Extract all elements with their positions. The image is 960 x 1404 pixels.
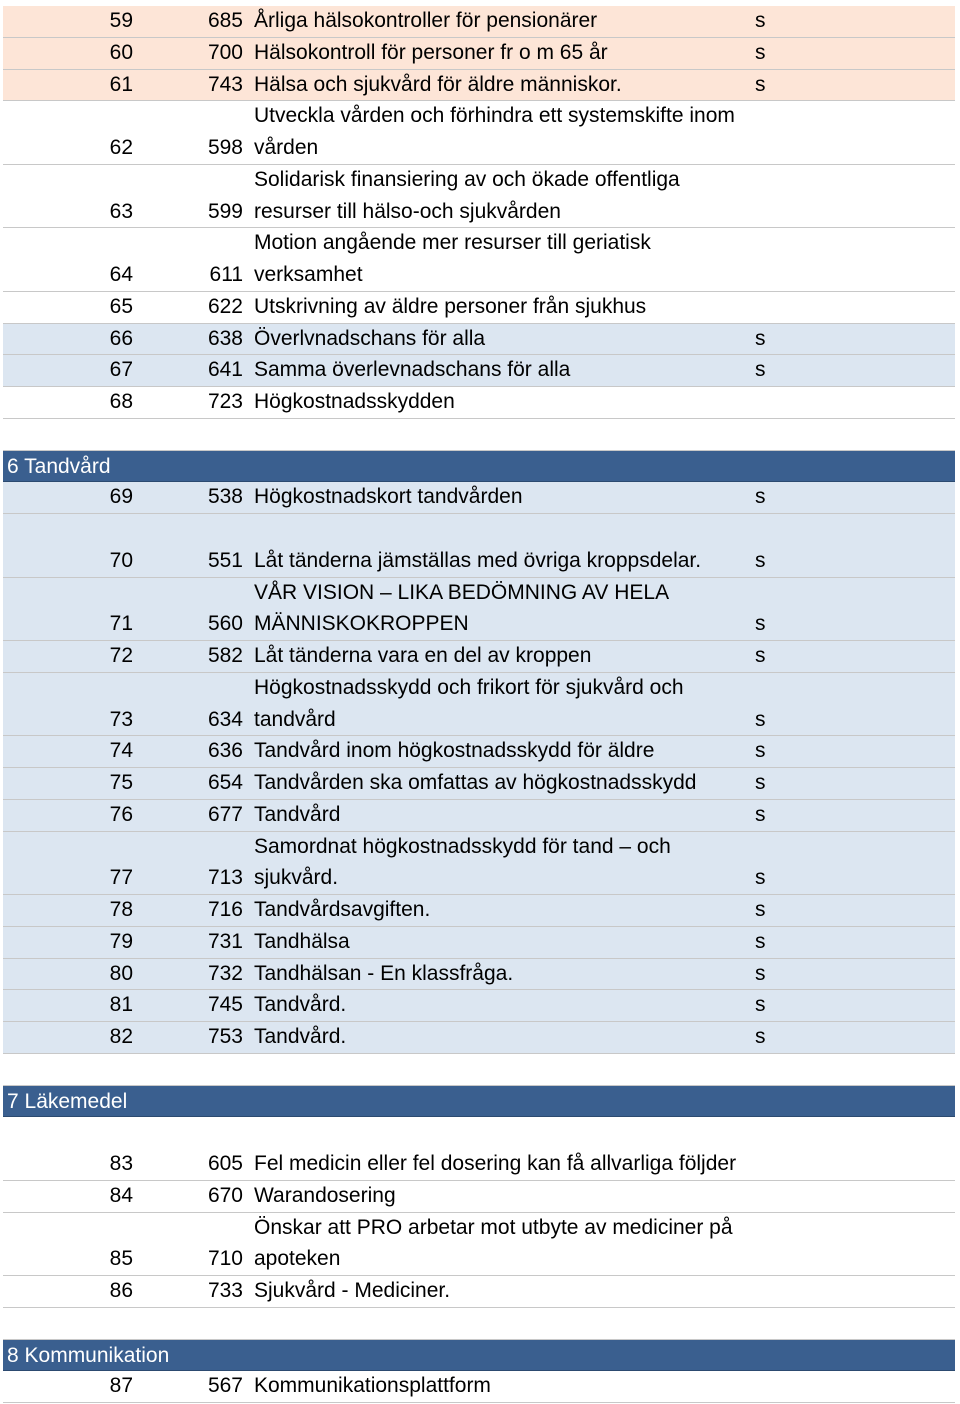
row-number: 59	[109, 9, 133, 32]
motion-title: Samma överlevnadschans för alla	[254, 358, 571, 382]
motion-title: Kommunikationsplattform	[254, 1374, 491, 1398]
motion-title: VÅR VISION – LIKA BEDÖMNING AV HELA MÄNNISKOKROPPEN	[254, 580, 668, 636]
motion-id: 582	[207, 644, 243, 667]
status-mark: s	[755, 993, 766, 1017]
table-row[interactable]	[3, 355, 955, 387]
table-row[interactable]	[3, 482, 955, 514]
table-row[interactable]	[3, 736, 955, 768]
row-number: 67	[109, 358, 133, 382]
motion-title: Tandhälsa	[254, 929, 350, 953]
row-number: 61	[109, 72, 133, 96]
row-number: 79	[109, 929, 133, 953]
motion-id: 713	[207, 866, 243, 890]
motion-title: Utveckla vården och förhindra ett systemskifte inom vården	[254, 104, 735, 159]
rows-group-top	[3, 6, 955, 419]
table-row[interactable]	[3, 800, 955, 832]
status-mark: s	[755, 612, 766, 636]
motion-id: 670	[207, 1183, 243, 1207]
table-row[interactable]	[3, 895, 955, 927]
motion-title: Överlvnadschans för alla	[254, 326, 486, 350]
section-header-kommunikation[interactable]: 8 Kommunikation	[3, 1340, 955, 1372]
motion-id: 753	[207, 1025, 243, 1048]
row-number: 81	[109, 993, 133, 1017]
row-number: 86	[109, 1279, 133, 1302]
table-row[interactable]	[3, 1022, 955, 1054]
motion-id: 641	[207, 358, 243, 382]
motion-title: Högkostnadskort tandvården	[254, 485, 523, 509]
table-row[interactable]	[3, 1371, 955, 1403]
motion-title: Sjukvård - Mediciner.	[254, 1279, 451, 1302]
motion-id: 743	[207, 72, 243, 96]
table-row[interactable]	[3, 1213, 955, 1277]
motion-id: 677	[207, 802, 243, 826]
row-number: 75	[109, 771, 133, 794]
row-number: 70	[109, 548, 133, 572]
motion-title: Tandvård	[254, 802, 341, 826]
table-row[interactable]	[3, 927, 955, 959]
status-mark: s	[755, 326, 766, 350]
row-number: 68	[109, 390, 133, 413]
motion-id: 599	[207, 199, 243, 223]
status-mark: s	[755, 1025, 766, 1048]
status-mark: s	[755, 898, 766, 921]
table-row[interactable]	[3, 6, 955, 38]
table-row[interactable]	[3, 228, 955, 292]
motion-id: 685	[207, 9, 243, 32]
table-row[interactable]	[3, 165, 955, 229]
motion-id: 605	[207, 1152, 243, 1175]
table-row[interactable]	[3, 959, 955, 991]
motion-title: Fel medicin eller fel dosering kan få allvarliga följder	[254, 1152, 737, 1175]
row-number: 76	[109, 802, 133, 826]
motion-title: Solidarisk finansiering av och ökade offentliga resurser till hälso-och sjukvården	[254, 167, 680, 223]
table-row[interactable]	[3, 832, 955, 896]
motion-id: 733	[207, 1279, 243, 1302]
motion-title: Låt tänderna vara en del av kroppen	[254, 644, 592, 667]
motion-title: Utskrivning av äldre personer från sjukhus	[254, 294, 647, 318]
row-number: 82	[109, 1025, 133, 1048]
rows-group-kommunikation	[3, 1371, 955, 1403]
motion-title: Samordnat högkostnadsskydd för tand – och sjukvård.	[254, 834, 671, 890]
row-number: 77	[109, 866, 133, 890]
status-mark: s	[755, 866, 766, 890]
table-row[interactable]	[3, 673, 955, 737]
motion-id: 622	[207, 294, 243, 318]
table-row[interactable]	[3, 768, 955, 800]
motion-title: Önskar att PRO arbetar mot utbyte av mediciner på apoteken	[254, 1215, 733, 1271]
motion-id: 634	[207, 707, 243, 731]
table-row[interactable]	[3, 578, 955, 642]
motion-title: Årliga hälsokontroller för pensionärer	[254, 9, 598, 32]
rows-group-tandvard	[3, 482, 955, 1054]
table-row[interactable]	[3, 514, 955, 578]
status-mark: s	[755, 40, 766, 64]
motion-title: Tandvårdsavgiften.	[254, 898, 431, 921]
table-row[interactable]	[3, 1117, 955, 1181]
table-row[interactable]	[3, 324, 955, 356]
status-mark: s	[755, 929, 766, 953]
motion-id: 654	[207, 771, 243, 794]
motion-title: Motion angående mer resurser till geriatisk verksamhet	[254, 231, 651, 286]
motion-title: Låt tänderna jämställas med övriga kroppsdelar.	[254, 548, 702, 572]
status-mark: s	[755, 644, 766, 667]
row-number: 66	[109, 326, 133, 350]
motion-id: 538	[207, 485, 243, 509]
motion-title: Tandvård.	[254, 993, 347, 1017]
motion-id: 732	[207, 961, 243, 985]
motion-id: 731	[207, 929, 243, 953]
spacer-row	[3, 1054, 955, 1086]
status-mark: s	[755, 358, 766, 382]
motion-id: 551	[207, 548, 243, 572]
table-row[interactable]	[3, 38, 955, 70]
status-mark: s	[755, 961, 766, 985]
row-number: 80	[109, 961, 133, 985]
spacer-row	[3, 1308, 955, 1340]
motion-id: 700	[207, 40, 243, 64]
table-row[interactable]	[3, 990, 955, 1022]
motion-id: 710	[207, 1247, 243, 1271]
row-number: 84	[109, 1183, 133, 1207]
row-number: 60	[109, 40, 133, 64]
motion-id: 560	[207, 612, 243, 636]
motion-id: 611	[209, 263, 243, 286]
row-number: 72	[109, 644, 133, 667]
motion-title: Hälsokontroll för personer fr o m 65 år	[254, 40, 608, 64]
row-number: 74	[109, 739, 133, 763]
row-number: 65	[109, 294, 133, 318]
motion-title: Warandosering	[254, 1183, 396, 1207]
status-mark: s	[755, 9, 766, 32]
motion-title: Högkostnadsskydd och frikort för sjukvård och tandvård	[254, 675, 684, 731]
status-mark: s	[755, 485, 766, 509]
motion-id: 598	[207, 136, 243, 159]
section-header-tandvard[interactable]: 6 Tandvård	[3, 451, 955, 483]
row-number: 69	[109, 485, 133, 509]
table-row[interactable]	[3, 1181, 955, 1213]
motion-title: Tandhälsan - En klassfråga.	[254, 961, 514, 985]
row-number: 87	[109, 1374, 133, 1398]
motion-id: 745	[207, 993, 243, 1017]
row-number: 63	[109, 199, 133, 223]
section-header-lakemedel[interactable]: 7 Läkemedel	[3, 1086, 955, 1118]
rows-group-lakemedel	[3, 1117, 955, 1308]
status-mark: s	[755, 802, 766, 826]
spacer-row	[3, 419, 955, 451]
status-mark: s	[755, 739, 766, 763]
motion-id: 567	[207, 1374, 243, 1398]
status-mark: s	[755, 707, 766, 731]
row-number: 62	[109, 136, 133, 159]
row-number: 78	[109, 898, 133, 921]
motion-title: Hälsa och sjukvård för äldre människor.	[254, 72, 622, 96]
table-row[interactable]	[3, 1276, 955, 1308]
motion-title: Tandvården ska omfattas av högkostnadsskydd	[254, 771, 697, 794]
row-number: 73	[109, 707, 133, 731]
table-row[interactable]	[3, 101, 955, 165]
row-number: 64	[109, 263, 133, 286]
status-mark: s	[755, 548, 766, 572]
table-row[interactable]	[3, 387, 955, 419]
motion-id: 638	[207, 326, 243, 350]
motion-title: Tandvård.	[254, 1025, 347, 1048]
spreadsheet	[3, 6, 955, 1403]
table-row[interactable]	[3, 292, 955, 324]
row-number: 71	[109, 612, 133, 636]
status-mark: s	[755, 72, 766, 96]
status-mark: s	[755, 771, 766, 794]
motion-title: Tandvård inom högkostnadsskydd för äldre	[254, 739, 655, 763]
row-number: 83	[109, 1152, 133, 1175]
table-row[interactable]	[3, 70, 955, 102]
row-number: 85	[109, 1247, 133, 1271]
motion-id: 723	[207, 390, 243, 413]
table-row[interactable]	[3, 641, 955, 673]
motion-id: 636	[207, 739, 243, 763]
motion-id: 716	[207, 898, 243, 921]
motion-title: Högkostnadsskydden	[254, 390, 455, 413]
